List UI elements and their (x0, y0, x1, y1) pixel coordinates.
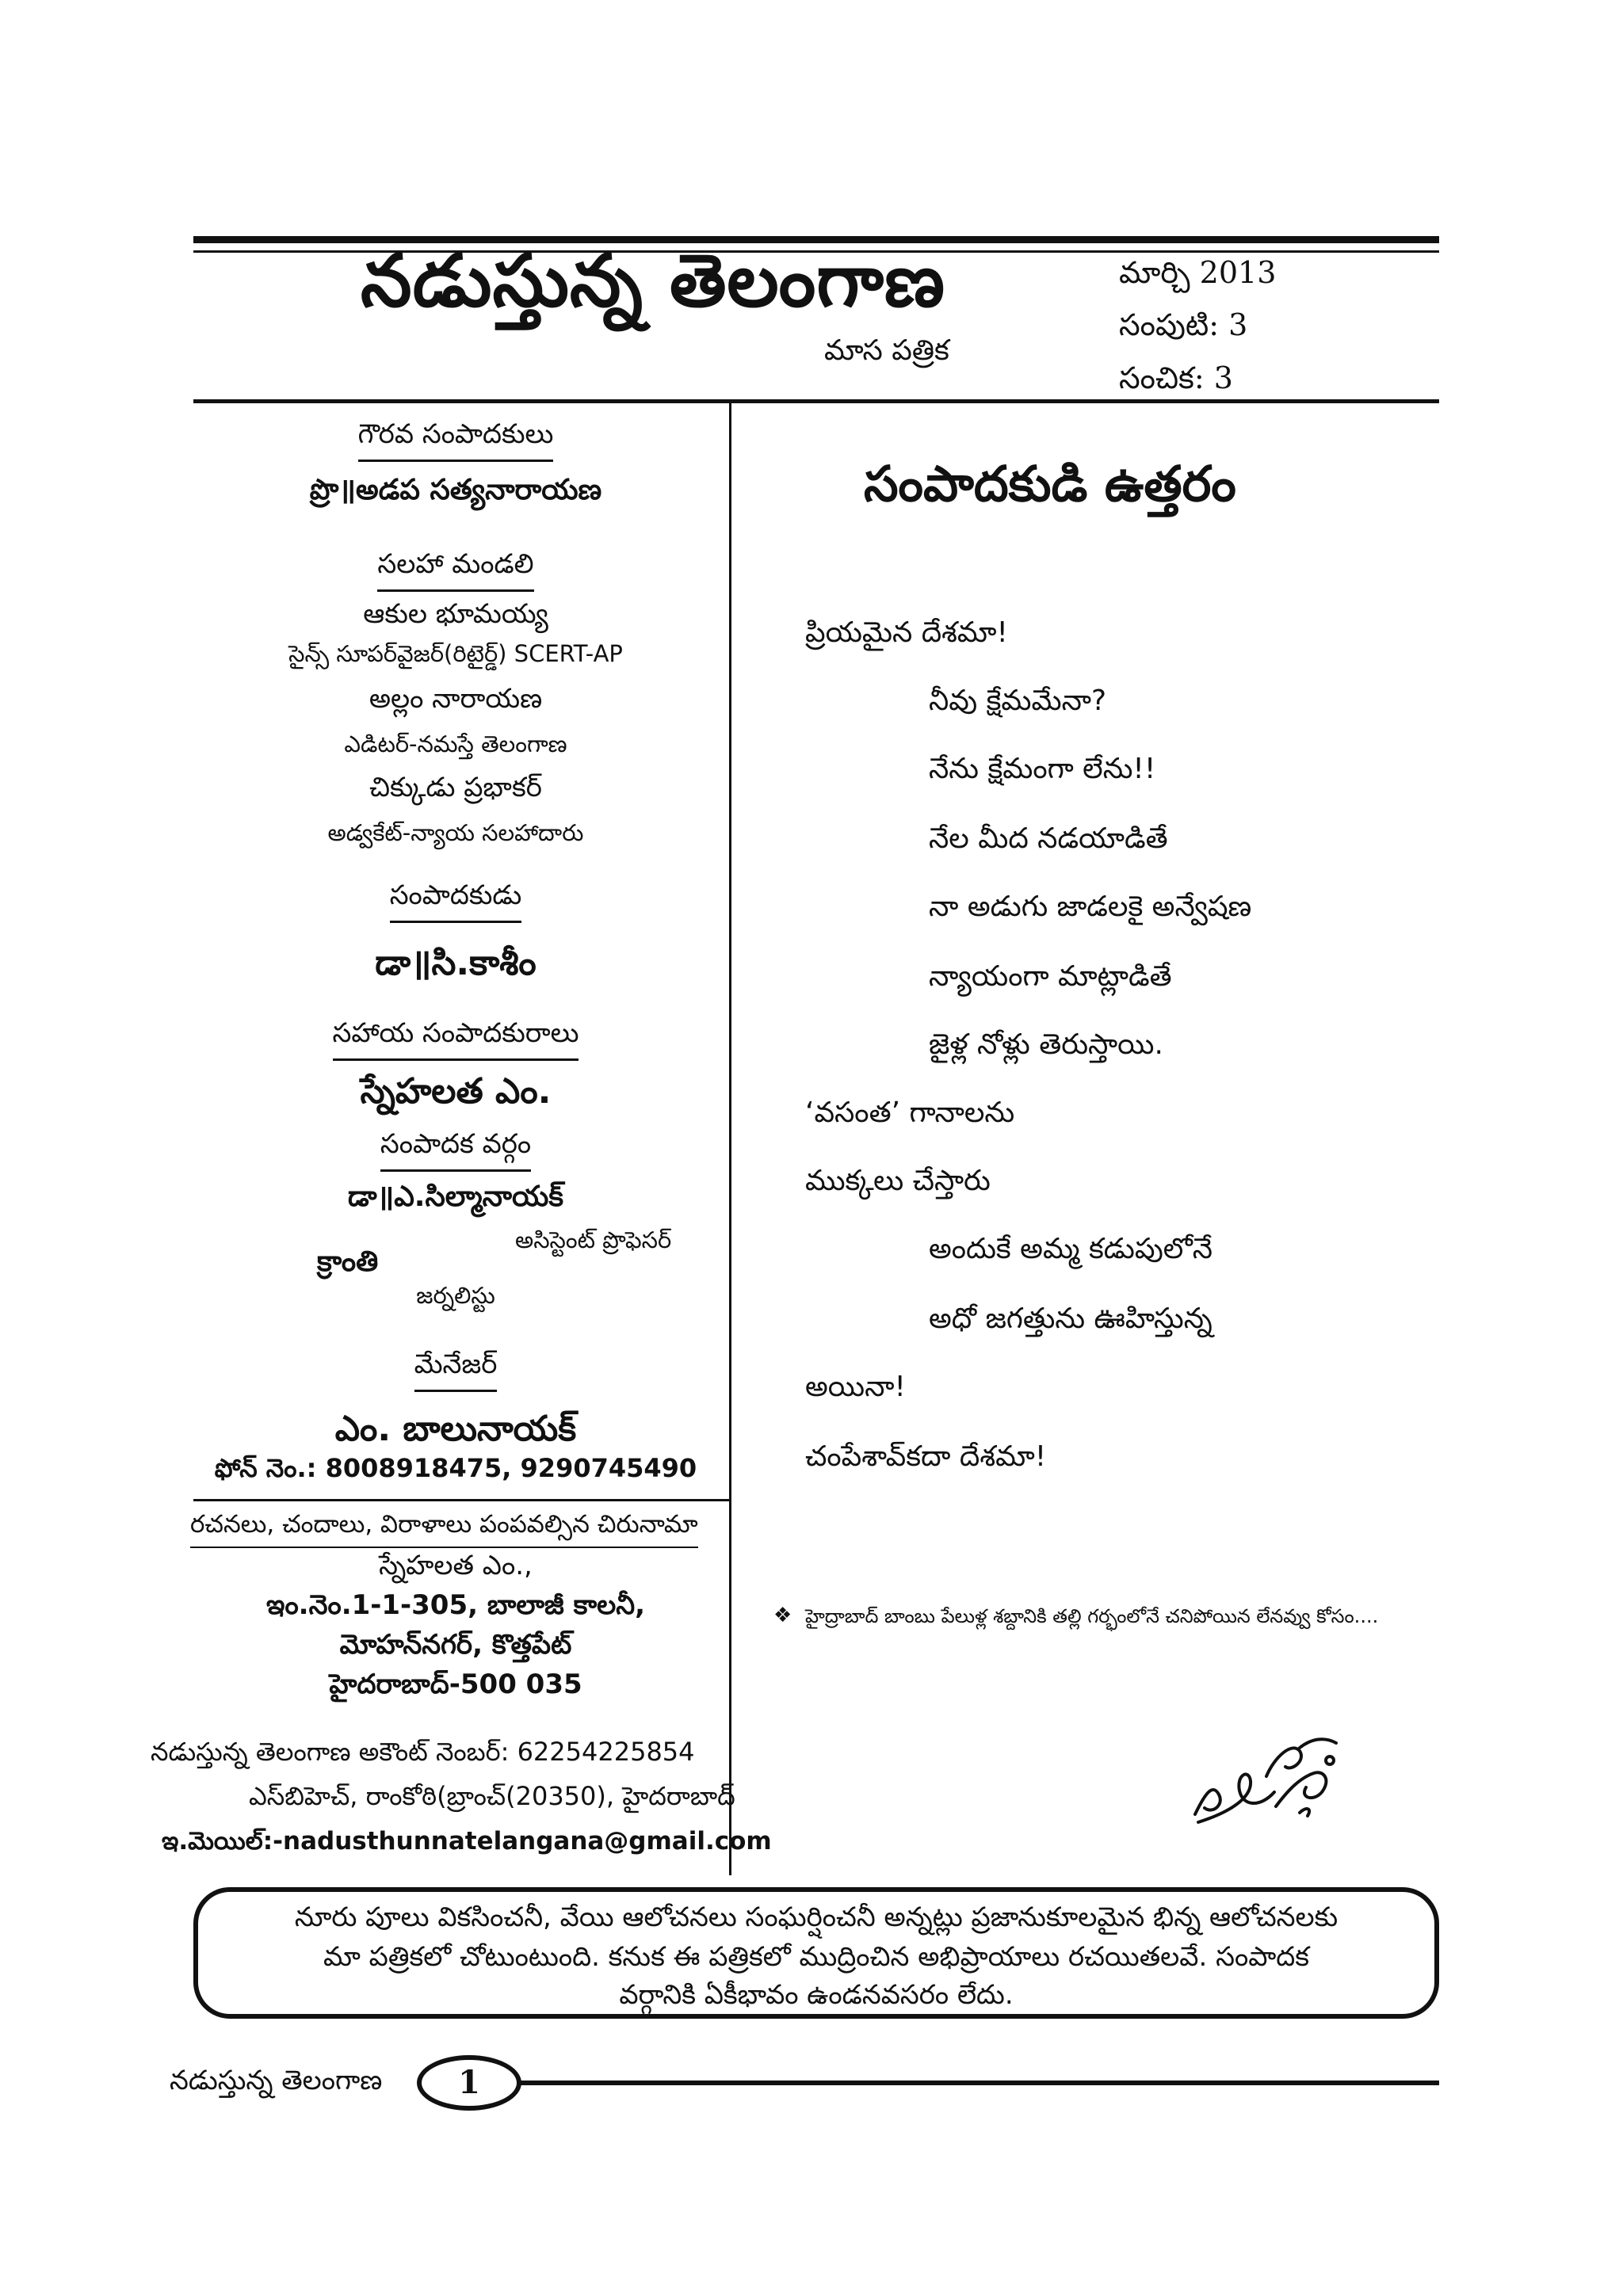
advisory-member-name: చిక్కుడు ప్రభాకర్ (369, 772, 542, 803)
volume-number: సంపుటి: 3 (1119, 307, 1248, 342)
page-number-oval (417, 2055, 521, 2111)
letter-footnote: హైద్రాబాద్ బాంబు పేలుళ్ల శబ్దానికి తల్లి గర్భంలోనే చనిపోయిన లేనవ్వు కోసం.... (805, 1605, 1379, 1627)
disclaimer-line: వర్గానికి ఏకీభావం ఉండనవసరం లేదు. (619, 1979, 1014, 2011)
honorary-editor-name: ప్రొ॥అడప సత్యనారాయణ (309, 474, 602, 506)
advisory-member-name: అల్లం నారాయణ (369, 683, 543, 715)
advisory-member-name: ఆకుల భూమయ్య (363, 598, 548, 630)
page-number: 1 (458, 2064, 480, 2101)
manager-name: ఎం. బాలునాయక్ (334, 1409, 577, 1449)
poem-line: ప్రియమైన దేశమా! (805, 616, 1008, 649)
editorial-board-heading: సంపాదక వర్గం (380, 1128, 531, 1172)
masthead-bottom-rule (193, 399, 1439, 403)
issue-number: సంచిక: 3 (1119, 360, 1233, 395)
poem-line: ముక్కలు చేస్తారు (805, 1165, 991, 1197)
bank-details: ఎస్‌బిహెచ్, రాంకోఠి(బ్రాంచ్(20350), హైదరాబాద్ (249, 1781, 735, 1811)
board-member-role: అసిస్టెంట్ ప్రొఫెసర్ (515, 1226, 672, 1253)
footer-rule (520, 2081, 1439, 2085)
assistant-editors-heading: సహాయ సంపాదకురాలు (333, 1017, 579, 1061)
poem-line: చంపేశావ్‌కదా దేశమా! (805, 1440, 1047, 1473)
address-line: హైదరాబాద్-500 035 (329, 1669, 582, 1700)
disclaimer-box (193, 1887, 1439, 2019)
address-line: స్నేహలత ఎం., (379, 1550, 533, 1581)
poem-line: న్యాయంగా మాట్లాడితే (929, 960, 1172, 993)
disclaimer-line: నూరు పూలు వికసించనీ, వేయి ఆలోచనలు సంఘర్షించనీ అన్నట్లు ప్రజానుకూలమైన భిన్న ఆలోచనలకు (294, 1901, 1338, 1933)
editor-name: డా॥సి.కాశీం (375, 943, 537, 983)
email-address: ఇ.మెయిల్:-nadusthunnatelangana@gmail.com (162, 1827, 772, 1855)
advisory-member-role: సైన్స్ సూపర్‌వైజర్(రిటైర్డ్) SCERT-AP (288, 640, 623, 667)
phone-numbers: ఫోన్ నెం.: 8008918475, 9290745490 (214, 1453, 697, 1483)
poem-line: అయినా! (805, 1371, 906, 1403)
assistant-editor-name: స్నేహలత ఎం. (360, 1071, 552, 1112)
board-member-role: జర్నలిస్టు (416, 1282, 495, 1309)
poem-line: అధో జగత్తును ఊహిస్తున్న (929, 1302, 1212, 1335)
poem-line: జైళ్ల నోళ్లు తెరుస్తాయి. (929, 1028, 1163, 1061)
poem-line: నేల మీద నడయాడితే (929, 822, 1168, 855)
honorary-editors-heading: గౌరవ సంపాదకులు (358, 418, 554, 462)
poem-line: నీవు క్షేమమేనా? (929, 685, 1107, 717)
address-line: ఇం.నెం.1-1-305, బాలాజీ కాలనీ, (266, 1589, 645, 1621)
column-divider (729, 403, 731, 1875)
board-member-name: డా॥ఎ.సిల్మానాయక్ (347, 1180, 564, 1213)
masthead-subtitle: మాస పత్రిక (824, 334, 949, 367)
running-title: నడుస్తున్న తెలంగాణ (170, 2065, 383, 2096)
address-line: మోహన్‌నగర్, కొత్తపేట్ (339, 1629, 572, 1661)
address-heading: రచనలు, చందాలు, విరాళాలు పంపవల్సిన చిరునామా (190, 1510, 698, 1548)
poem-line: అందుకే అమ్మ కడుపులోనే (929, 1233, 1213, 1265)
poem-line: నా అడుగు జాడలకై అన్వేషణ (929, 891, 1252, 923)
advisory-member-role: అడ్వకేట్-న్యాయ సలహాదారు (327, 819, 584, 846)
editor-heading: సంపాదకుడు (390, 879, 522, 923)
poem-line: ‘వసంత’ గానాలను (805, 1097, 1015, 1129)
letter-title: సంపాదకుడి ఉత్తరం (864, 455, 1236, 513)
advisory-board-heading: సలహా మండలి (377, 548, 533, 592)
account-number: నడుస్తున్న తెలంగాణ అకౌంట్ నెంబర్: 62254225854 (151, 1737, 695, 1767)
poem-line: నేను క్షేమంగా లేను!! (929, 753, 1156, 785)
editor-signature (1181, 1719, 1355, 1838)
board-member-name: క్రాంతి (317, 1245, 379, 1278)
issue-date: మార్చి 2013 (1119, 255, 1277, 290)
manager-heading: మేనేజర్ (414, 1348, 498, 1392)
disclaimer-line: మా పత్రికలో చోటుంటుంది. కనుక ఈ పత్రికలో ముద్రించిన అభిప్రాయాలు రచయితలవే. సంపాదక (323, 1941, 1309, 1973)
address-top-rule (193, 1499, 729, 1501)
masthead-title: నడుస్తున్న తెలంగాణ (361, 238, 946, 323)
footnote-bullet-icon: ❖ (773, 1604, 792, 1627)
advisory-member-role: ఎడిటర్-నమస్తే తెలంగాణ (344, 730, 567, 757)
